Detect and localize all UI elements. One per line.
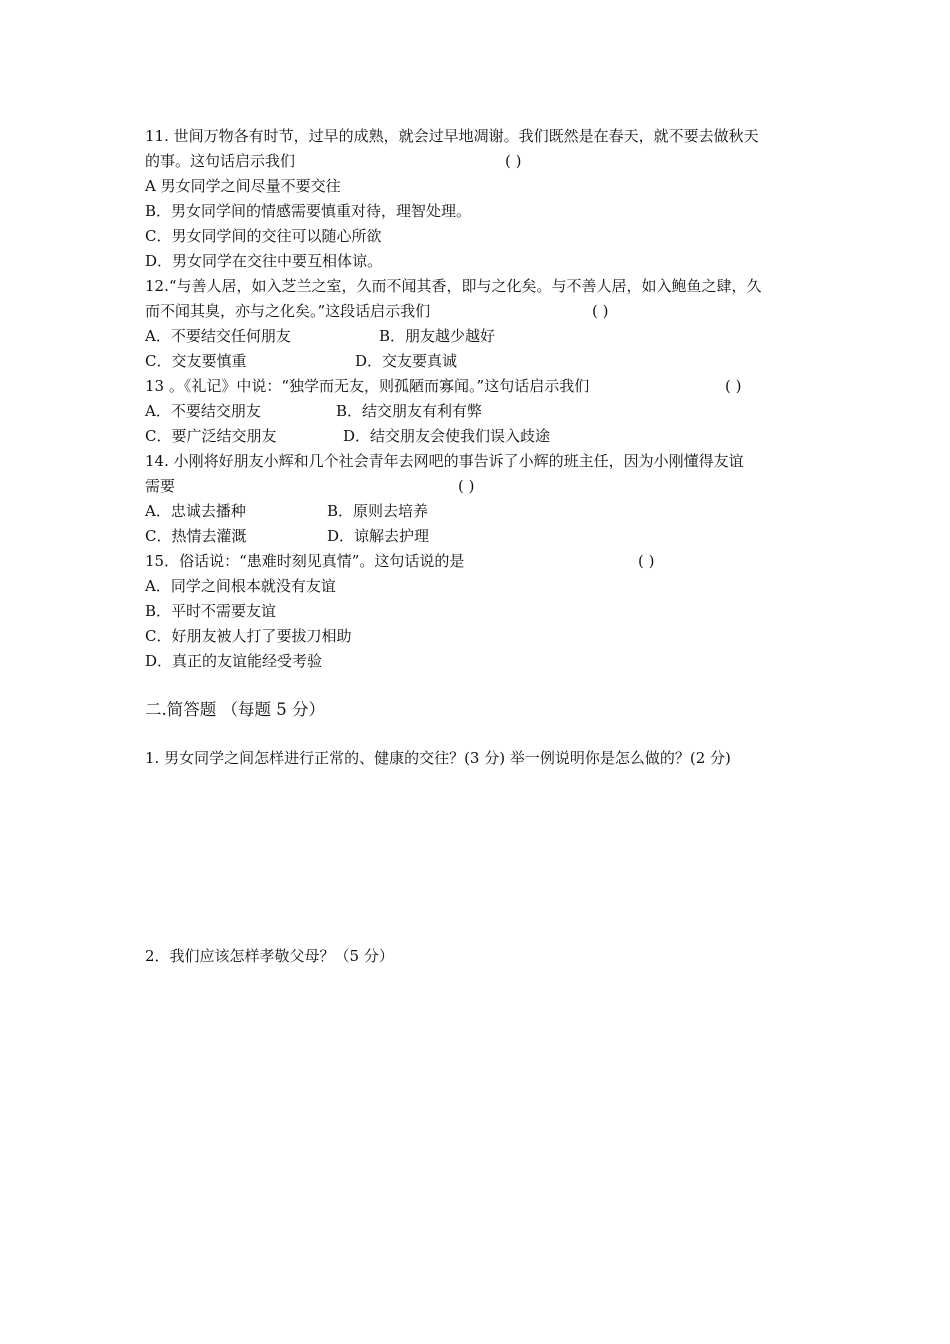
q11-option-c: C．男女同学间的交往可以随心所欲 — [145, 227, 382, 245]
q15-option-c: C．好朋友被人打了要拔刀相助 — [145, 627, 352, 645]
q11-stem-line-2 — [145, 149, 805, 174]
q14-option-c: C．热情去灌溉 — [145, 527, 247, 545]
q15-option-a: A．同学之间根本就没有友谊 — [145, 577, 336, 595]
q15-option-d: D．真正的友谊能经受考验 — [145, 652, 323, 670]
section-2-title: 二.简答题 （每题 5 分） — [145, 700, 325, 719]
q13-option-d: D．结交朋友会使我们误入歧途 — [343, 427, 551, 445]
q12-options-row-2 — [145, 349, 805, 374]
q15-option-b: B．平时不需要友谊 — [145, 602, 277, 620]
q12-options-row-1 — [145, 324, 805, 349]
q11-option-b: B．男女同学间的情感需要慎重对待，理智处理。 — [145, 202, 472, 220]
q13-option-b: B．结交朋友有利有弊 — [336, 402, 483, 420]
q12-option-a: A．不要结交任何朋友 — [145, 327, 291, 345]
q11-answer-bracket: ( ) — [505, 152, 522, 170]
q15-stem-line-1 — [145, 549, 805, 574]
q11-option-d: D．男女同学在交往中要互相体谅。 — [145, 252, 383, 270]
q14-option-d: D．谅解去护理 — [327, 527, 430, 545]
q11-stem-line-1: 11. 世间万物各有时节，过早的成熟，就会过早地凋谢。我们既然是在春天，就不要去做秋天 — [145, 127, 759, 145]
q13-options-row-1 — [145, 399, 805, 424]
short-answer-q2: 2．我们应该怎样孝敬父母？（5 分） — [145, 947, 394, 965]
q13-answer-bracket: ( ) — [725, 377, 742, 395]
q11-option-a: A 男女同学之间尽量不要交往 — [145, 177, 341, 195]
q14-options-row-1 — [145, 499, 805, 524]
q14-option-b: B．原则去培养 — [327, 502, 429, 520]
q12-option-b: B．朋友越少越好 — [379, 327, 496, 345]
q14-stem-line-2 — [145, 474, 805, 499]
q15-stem-text: 15．俗话说：“患难时刻见真情”。这句话说的是 — [145, 552, 465, 570]
q14-stem-line-1: 14. 小刚将好朋友小辉和几个社会青年去网吧的事告诉了小辉的班主任，因为小刚懂得友谊 — [145, 452, 744, 470]
q14-stem-text: 需要 — [145, 477, 176, 495]
q11-stem-text: 的事。这句话启示我们 — [145, 152, 296, 170]
q13-option-a: A．不要结交朋友 — [145, 402, 261, 420]
q14-options-row-2 — [145, 524, 805, 549]
q13-stem-text: 13 。《礼记》中说：“独学而无友，则孤陋而寡闻。”这句话启示我们 — [145, 377, 590, 395]
q15-answer-bracket: ( ) — [638, 552, 655, 570]
q12-stem-line-1: 12.“与善人居，如入芝兰之室，久而不闻其香，即与之化矣。与不善人居，如入鲍鱼之肆，久 — [145, 277, 762, 295]
q12-stem-text: 而不闻其臭，亦与之化矣。”这段话启示我们 — [145, 302, 431, 320]
q13-options-row-2 — [145, 424, 805, 449]
q12-stem-line-2 — [145, 299, 805, 324]
q12-option-c: C．交友要慎重 — [145, 352, 247, 370]
q14-answer-bracket: ( ) — [458, 477, 475, 495]
q13-stem-line-1 — [145, 374, 805, 399]
q12-option-d: D．交友要真诚 — [355, 352, 458, 370]
q14-option-a: A．忠诚去播种 — [145, 502, 246, 520]
q13-option-c: C．要广泛结交朋友 — [145, 427, 277, 445]
q12-answer-bracket: ( ) — [592, 302, 609, 320]
short-answer-q1: 1. 男女同学之间怎样进行正常的、健康的交往？(3 分) 举一例说明你是怎么做的？(2 分) — [145, 749, 731, 767]
